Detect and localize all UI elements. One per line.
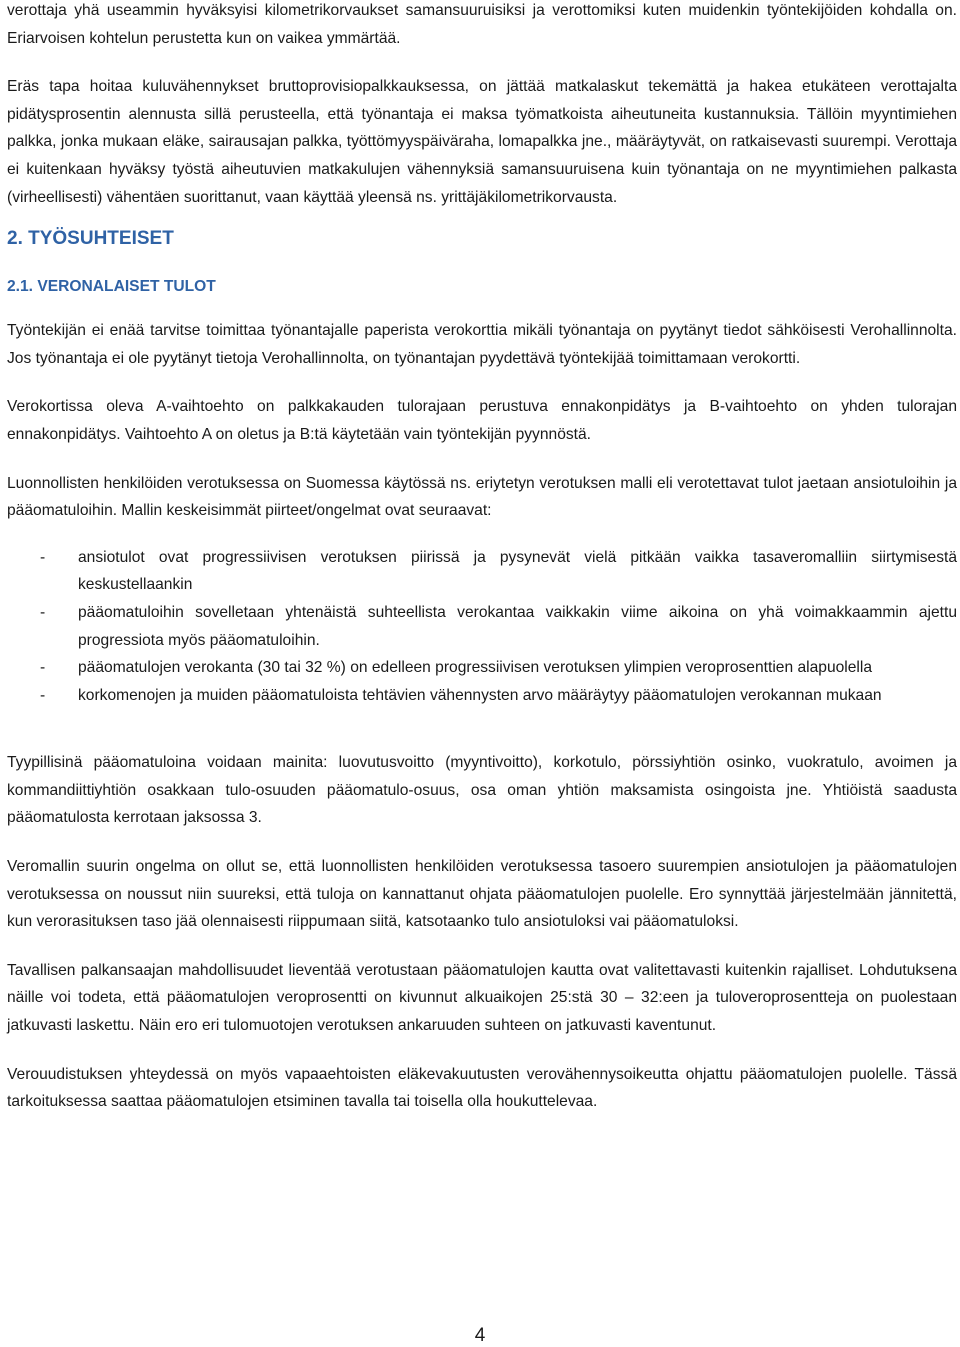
section-heading: 2. TYÖSUHTEISET <box>7 228 174 250</box>
paragraph-capital-income-types: Tyypillisinä pääomatuloina voidaan mainita: luovutusvoitto (myyntivoitto), korkotulo, pörssiyhtiön osinko, vuokratulo, avoimen ja kommandiittiyhtiön osakkaan tulo-osuuden pääomatulo-osuus, osa oman yhtiön maksamista osingoista jne. Yhtiöistä saadusta pääomatulosta kerrotaan jaksossa 3. <box>7 754 957 827</box>
paragraph-tax-card: Työntekijän ei enää tarvitse toimittaa työnantajalle paperista verokorttia mikäli työnantaja on pyytänyt tiedot sähköisesti Verohallinnolta. Jos työnantaja ei ole pyytänyt tietoja Verohallinnolta, on työnantajan pyydettävä työntekijää toimittamaan verokortti. <box>7 322 957 367</box>
paragraph-tax-model-problem: Veromallin suurin ongelma on ollut se, että luonnollisten henkilöiden verotuksessa tasoero suurempien ansiotulojen ja pääomatulojen verotuksessa on noussut niin suureksi, että tuloja on kannattanut ohjata pääomatulojen puolelle. Ero synnyttää järjestelmään jännitettä, kun verorasituksen taso jää olennaisesti riippumaan siitä, katsotaanko tulo ansiotuloksi vai pääomatuloksi. <box>7 858 957 931</box>
list-item: - korkomenojen ja muiden pääomatuloista tehtävien vähennysten arvo määräytyy pääomatulojen verokannan mukaan <box>40 686 882 704</box>
paragraph-wage-earner: Tavallisen palkansaajan mahdollisuudet lieventää verotustaan pääomatulojen kautta ovat valitettavasti kuitenkin rajalliset. Lohdutuksena näille voi todeta, että pääomatulojen veroprosentti on kivunnut alkuaikojen 25:stä 30 – 32:een ja tuloveroprosentteja on puolestaan jatkuvasti laskettu. Näin ero eri tulomuotojen verotuksen ankaruuden suhteen on jatkuvasti kaventunut. <box>7 961 957 1035</box>
list-item: - pääomatulojen verokanta (30 tai 32 %) on edelleen progressiivisen verotuksen ylimpien veroprosenttien alapuolella <box>40 659 873 677</box>
features-list <box>7 544 957 710</box>
intro-paragraph: verottaja yhä useammin hyväksyisi kilometrikorvaukset samansuuruisiksi ja verottomiksi kuten muidenkin työntekijöiden kohdalla on. Eriarvoisen kohtelun perustetta kun on vaikea ymmärtää. <box>7 2 957 47</box>
list-item: - pääomatuloihin sovelletaan yhtenäistä suhteellista verokantaa vaikkakin viime aikoina on yhä voimakkaammin ajettu progressiota myös pääomatuloihin. <box>40 603 957 649</box>
page-number: 4 <box>474 1325 486 1346</box>
paragraph-pension-insurance: Verouudistuksen yhteydessä on myös vapaaehtoisten eläkevakuutusten verovähennysoikeutta ohjattu pääomatulojen puolelle. Tässä tarkoituksessa saattaa pääomatulojen etsiminen tavalla tai toisella olla houkuttelevaa. <box>7 1065 957 1111</box>
paragraph-expense-deductions: Eräs tapa hoitaa kuluvähennykset bruttoprovisiopalkkauksessa, on jättää matkalaskut tekemättä ja hakea etukäteen verottajalta pidätysprosentin alennusta sillä perusteella, että työnantaja ei maksa työmatkoista aiheutuneita kustannuksia. Tällöin myyntimiehen palkka, jonka mukaan eläke, sairausajan palkka, työttömyyspäiväraha, lomapalkka jne., määräytyvät, on ratkaisevasti suurempi. Verottaja ei kuitenkaan hyväksy työstä aiheutuvien matkakulujen vähennyksiä samansuuruisena kuin työnantaja on ne myyntimiehen palkasta (virheellisesti) vähentäen suorittanut, vaan käyttää yleensä ns. yrittäjäkilometrikorvausta. <box>7 78 957 206</box>
subsection-heading: 2.1. VERONALAISET TULOT <box>7 278 216 296</box>
document-page <box>7 0 957 1116</box>
list-item: - ansiotulot ovat progressiivisen verotuksen piirissä ja pysynevät vielä pitkään vaikka tasaveromalliin siirtymisestä keskustellaankin <box>40 548 957 594</box>
paragraph-tax-card-options: Verokortissa oleva A-vaihtoehto on palkkakauden tulorajaan perustuva ennakonpidätys ja B-vaihtoehto on yhden tulorajan ennakonpidätys. Vaihtoehto A on oletus ja B:tä käytetään vain työntekijän pyynnöstä. <box>7 398 957 443</box>
paragraph-dual-income-tax: Luonnollisten henkilöiden verotuksessa on Suomessa käytössä ns. eriytetyn verotuksen malli eli verotettavat tulot jaetaan ansiotuloihin ja pääomatuloihin. Mallin keskeisimmät piirteet/ongelmat ovat seuraavat: <box>7 474 957 520</box>
